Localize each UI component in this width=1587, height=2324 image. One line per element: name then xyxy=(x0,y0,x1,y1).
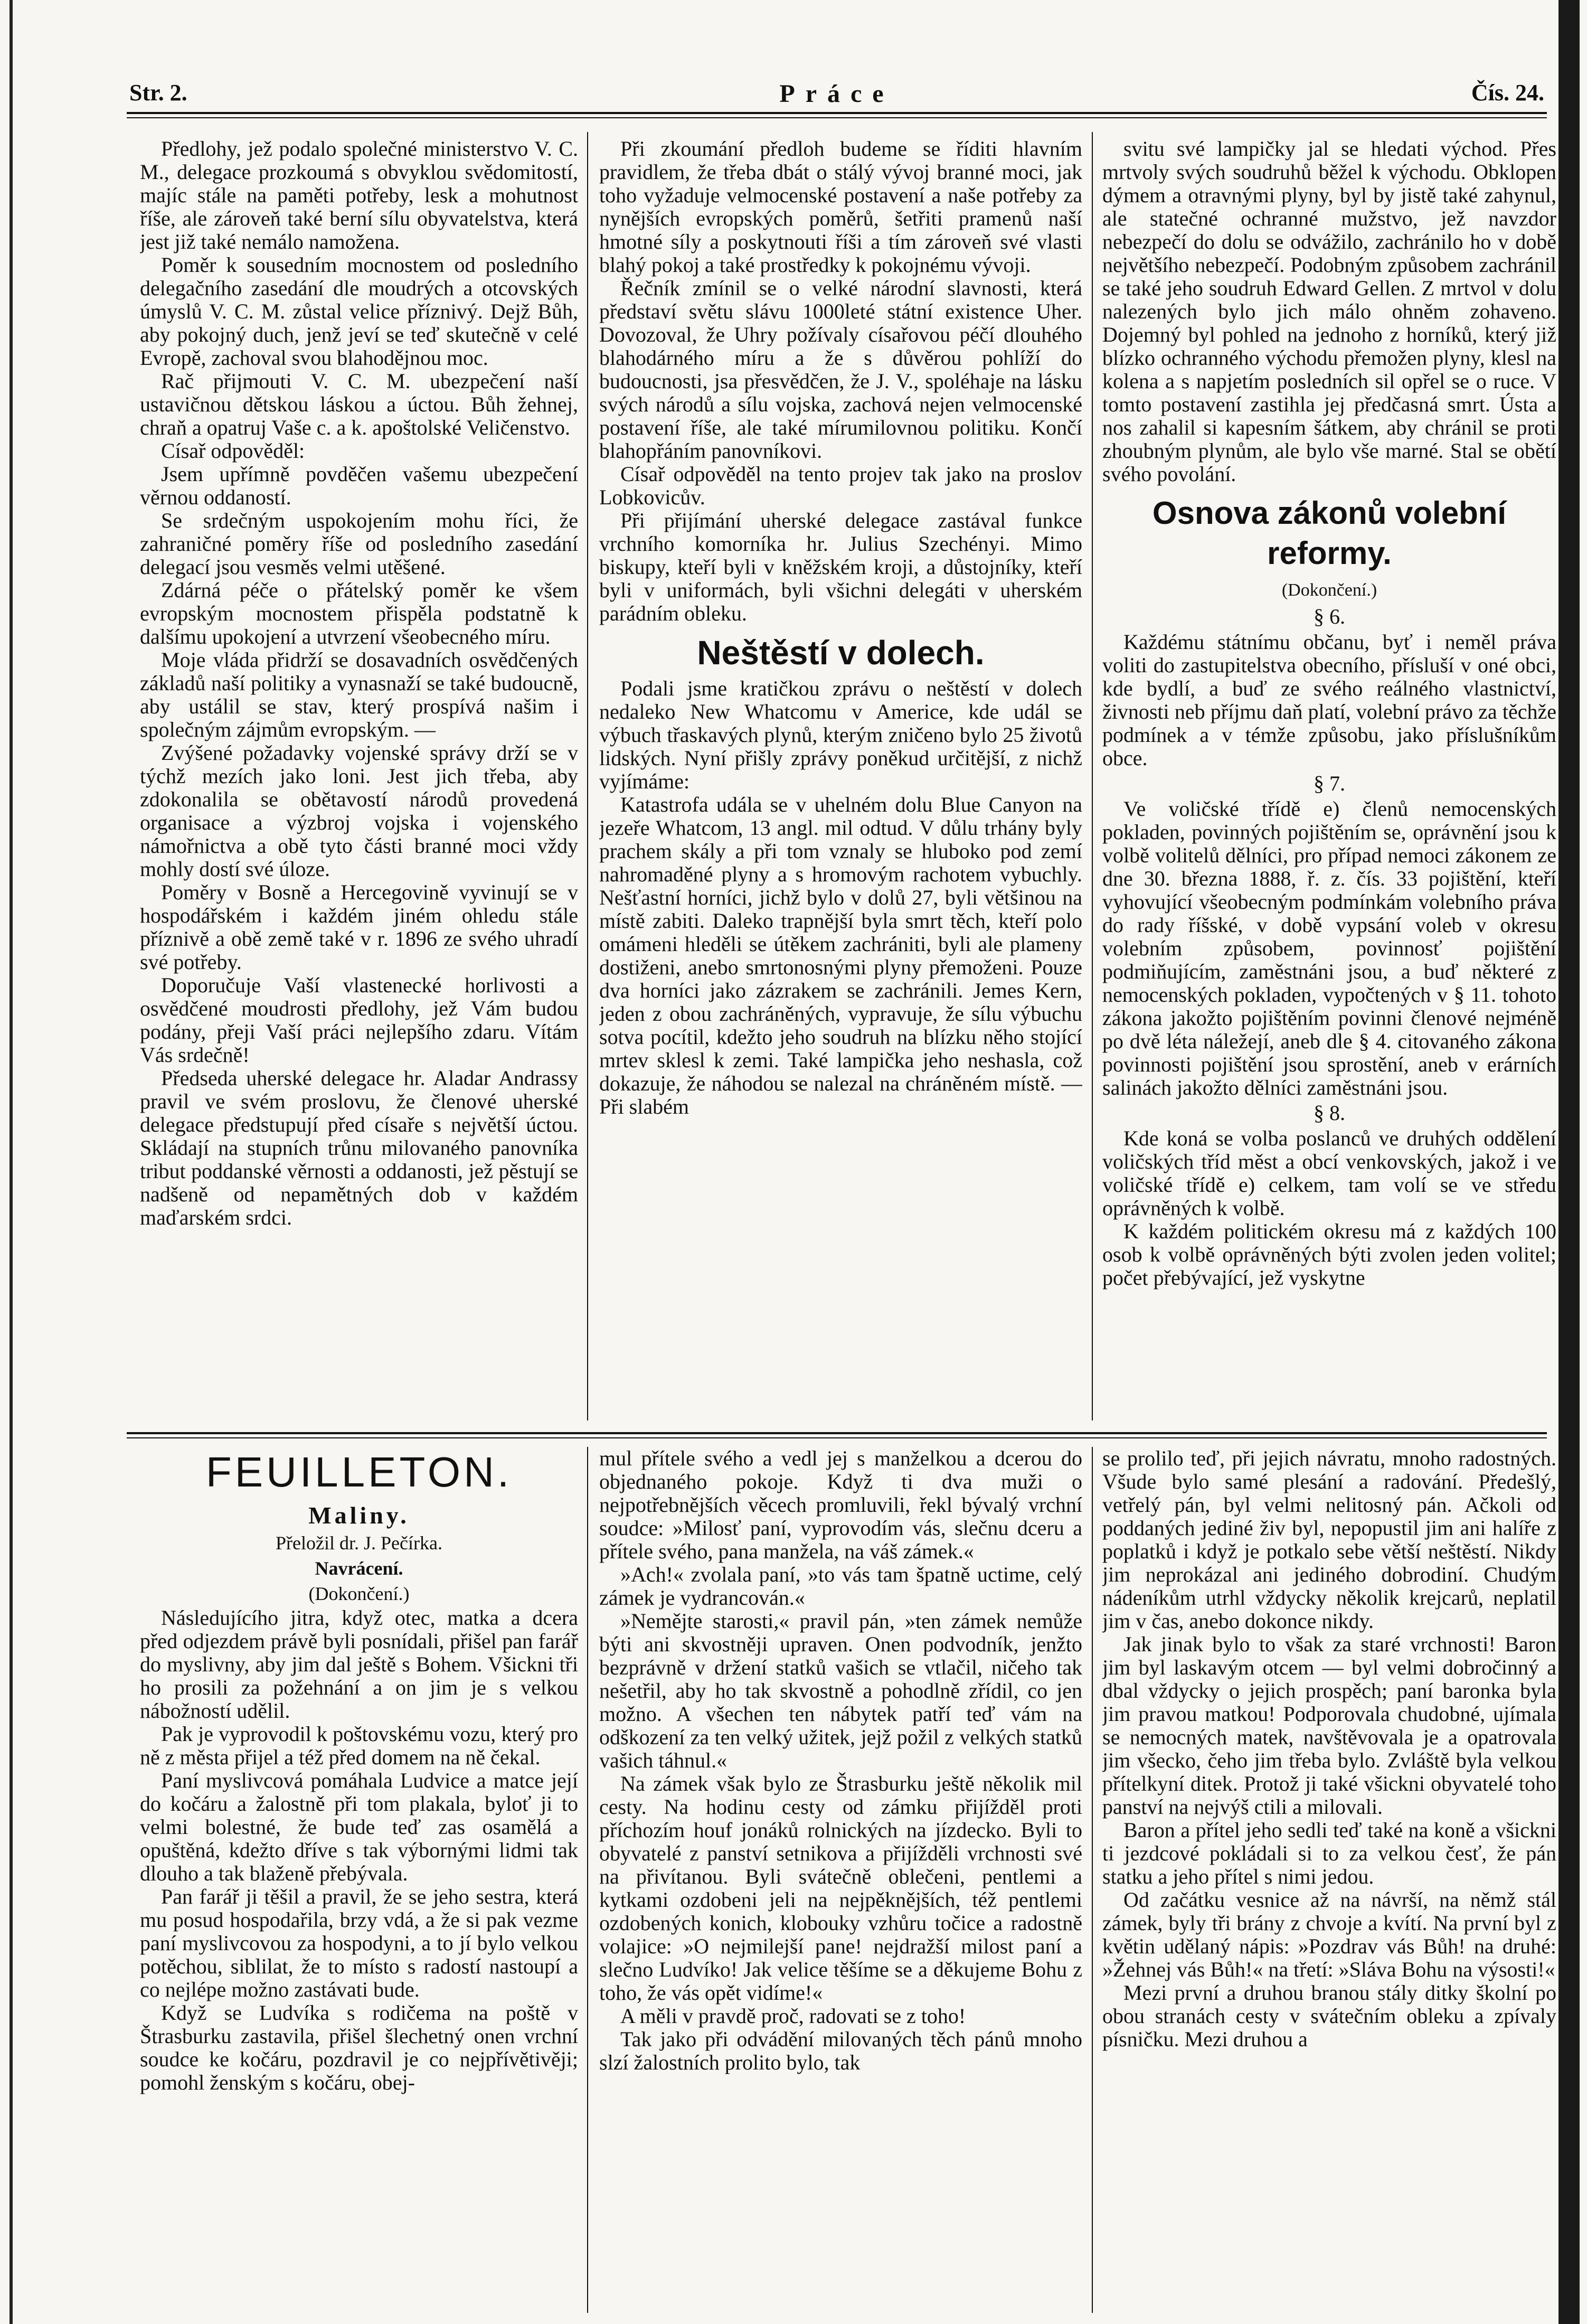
paragraph: Každému státnímu občanu, byť i neměl práva voliti do zastupitelstva obecního, přísluší v oné obci, kde bydlí, a buď ze svého reálného vlastnictví, živnosti neb příjmu daň platí, volební právo za těchže podmínek a v témže způsobu, jako příslušníkům obce. xyxy=(1102,630,1556,770)
paragraph: Císař odpověděl: xyxy=(161,439,305,463)
feuilleton-heading: FEUILLETON. xyxy=(205,1448,513,1495)
paragraph: Císař odpověděl na tento projev tak jako na proslov Lobkovicův. xyxy=(599,462,1082,509)
header-rule-thin xyxy=(127,117,1547,118)
column-divider xyxy=(587,132,588,1420)
header-rule xyxy=(127,112,1547,114)
paragraph: Jsem upřímně povděčen vašemu ubezpečení věrnou oddaností. xyxy=(140,462,578,509)
paragraph: Na zámek však bylo ze Štrasburku ještě několik mil cesty. Na hodinu cesty od zámku přijížděl proti příchozím houf jonáků rolnických na jízdecko. Byli to obyvatelé z panství setnikova a přijížděli vrchnosti své na přivítanou. Byli svátečně oblečeni, pentlemi a kytkami ozdobeni jeli na nejpěknějších, též pentlemi ozdobených konich, klobouky vzhůru točice a radostně volajice: »O nejmilejší pane! nejdražší milost paní a slečno Ludvíko! Jak velice těšíme se a děkujeme Bohu z toho, že vás opět vidíme!« xyxy=(599,1772,1082,2005)
page-header xyxy=(129,79,1544,111)
feuilleton-column-2 xyxy=(599,1447,1082,2313)
paragraph: se prolilo teď, při jejich návratu, mnoho radostných. Všude bylo samé plesání a radování. Předešlý, vetřelý pán, byl velmi nelitosný pán. Ačkoli od poddaných jediné živ byl, nepopustil jim ani halíře z poplatků i když je potkalo sebe větší neštěstí. Nikdy jim neprokázal ani jediného dobrodiní. Chudým nádeníkům utrhl vždycky několik krejcarů, neplatil jim v čas, anebo dokonce nikdy. xyxy=(1102,1447,1556,1633)
column-divider xyxy=(1092,132,1093,1420)
translator-credit: Přeložil dr. J. Pečírka. xyxy=(276,1532,442,1554)
article-column-3 xyxy=(1102,137,1556,1418)
paragraph: »Ach!« zvolala paní, »to vás tam špatně uctime, celý zámek je vydrancován.« xyxy=(599,1563,1082,1610)
paragraph: Zvýšené požadavky vojenské správy drží se v týchž mezích jako loni. Jest jich třeba, aby zdokonalila se obětavostí národů provedená organisace a výzbroj vojska i vojenského námořnictva a obě tyto části branné moci vždy mohly dostí své úloze. xyxy=(140,741,578,881)
paragraph: Poměry v Bosně a Hercegovině vyvinují se v hospodářském i každém jiném ohledu stále příznivě a obě země také v r. 1896 ze svého uhradí své potřeby. xyxy=(140,880,578,974)
newspaper-title: Práce xyxy=(779,80,894,108)
paragraph: Když se Ludvíka s rodičema na poště v Štrasburku zastavila, přišel šlechetný onen vrchní soudce ke kočáru, pozdravil je co nejpřívětivěji; pomohl ženským s kočáru, obej- xyxy=(140,2001,578,2094)
paragraph: Moje vláda přidrží se dosavadních osvědčených základů naší politiky a vynasnaží se také budoucně, aby ustálil se stav, který prospívá našim i společným zájmům evropským. — xyxy=(140,648,578,741)
paragraph: Mezi první a druhou branou stály ditky školní po obou stranách cesty v svátečním obleku a zpívaly písničku. Mezi druhou a xyxy=(1102,1981,1556,2051)
section-title-mine-accident: Neštěstí v dolech. xyxy=(697,634,985,672)
paragraph: Katastrofa udála se v uhelném dolu Blue Canyon na jezeře Whatcom, 13 angl. mil odtud. V důlu trhány byly prachem skály a při tom vznaly se hluboko pod zemí nahromaděné plyny a s hromovým rachotem vybuchly. Nešťastní horníci, jichž bylo v dolů 27, byli většinou na místě zabiti. Daleko trapnější byla smrt těch, kteří polo omámeni hleděli se útěkem zachrániti, byli ale plameny dostiženi, anebo smrtonosnými plyny přemoženi. Pouze dva horníci jako zázrakem se zachránili. Jemes Kern, jeden z obou zachráněných, vypravuje, že sílu výbuchu sotva pocítil, kdežto jeho soudruh na blízku něho stojící mrtev sklesl k zemi. Také lampička jeho neshasla, což dokazuje, že náhodou se nalezal na chráněném místě. — Při slabém xyxy=(599,793,1082,1118)
paragraph: mul přítele svého a vedl jej s manželkou a dcerou do objednaného pokoje. Když ti dva muži o nejpotřebnějších věcech promluvili, řekl bývalý vrchní soudce: »Milosť paní, vyprovodím vás, slečnu dceru a přítele svého, pana manžela, na váš zámek.« xyxy=(599,1447,1082,1563)
paragraph: Od začátku vesnice až na návrší, na němž stál zámek, byly tři brány z chvoje a kvítí. Na první byl z květin udělaný nápis: »Pozdrav vás Bůh! na druhé: »Žehnej vás Bůh!« na třetí: »Sláva Bohu na výsosti!« xyxy=(1102,1888,1556,1981)
feuilleton-column-3 xyxy=(1102,1447,1556,2313)
paragraph: »Nemějte starosti,« pravil pán, »ten zámek nemůže býti ani skvostněji upraven. Onen podvodník, jenžto bezprávně v držení statků vašich se vtlačil, ničeho tak nešetřil, aby ho tak skvostně a pohodlně zřídil, co jen možno. A všechen ten nábytek patří teď vám na odškození za ten velký užitek, jejž požil z velkých statků vašich táhnul.« xyxy=(599,1609,1082,1772)
paragraph: Pan farář ji těšil a pravil, že se jeho sestra, která mu posud hospodařila, brzy vdá, a že si pak vezme paní myslivcovou za hospodyni, a to jí bylo velkou potěchou, siblilat, že to místo s radostí nastoupí a co nejlépe možno zastávati bude. xyxy=(140,1885,578,2001)
paragraph: Tak jako při odvádění milovaných těch pánů mnoho slzí žalostních prolito bylo, tak xyxy=(599,2027,1082,2074)
paragraph: A měli v pravdě proč, radovati se z toho! xyxy=(620,2004,966,2028)
paragraph: Se srdečným uspokojením mohu říci, že zahraničné poměry říše od posledního zasedání delegací jsou vesměs velmi utěšené. xyxy=(140,509,578,579)
chapter-title: Navrácení. xyxy=(315,1558,403,1579)
paragraph: Pak je vyprovodil k poštovskému vozu, který pro ně z města přijel a též před domem na ně čekal. xyxy=(140,1722,578,1769)
scan-border-right xyxy=(1558,0,1580,2324)
page-number: Str. 2. xyxy=(129,80,187,106)
paragraph: Rač přijmouti V. C. M. ubezpečení naší ustavičnou dětskou láskou a úctou. Bůh žehnej, chraň a opatruj Vaše c. a k. apoštolské Veličenstvo. xyxy=(140,369,578,439)
section-title-electoral-reform: Osnova zákonů volební reformy. xyxy=(1152,495,1507,571)
paragraph: Baron a přítel jeho sedli teď také na koně a všickni ti jezdcové pokládali si to za velkou česť, že pán statku a jeho přítel s nimi jedou. xyxy=(1102,1818,1556,1888)
paragraph: Podali jsme kratičkou zprávu o neštěstí v dolech nedaleko New Whatcomu v Americe, kde udál se výbuch třaskavých plynů, kterým zničeno bylo 25 životů lidských. Nyní přišly zprávy poněkud určitější, z nichž vyjímáme: xyxy=(599,676,1082,793)
column-divider xyxy=(1092,1447,1093,2313)
paragraph: Předlohy, jež podalo společné ministerstvo V. C. M., delegace prozkoumá s obvyklou svědomitostí, majíc stále na paměti potřeby, lesk a mohutnost říše, ale zároveň také berní sílu obyvatelstva, která jest již také nemálo namožena. xyxy=(140,137,578,253)
section-paragraph-mark: § 7. xyxy=(1314,771,1345,795)
paragraph: K každém politickém okresu má z každých 100 osob k volbě oprávněných býti zvolen jeden volitel; počet přebývající, jež vyskytne xyxy=(1102,1219,1556,1290)
feuilleton-rule-thin xyxy=(127,1437,1547,1438)
section-paragraph-mark: § 8. xyxy=(1314,1101,1345,1125)
article-column-1 xyxy=(140,137,578,1418)
paragraph: Zdárná péče o přátelský poměr ke všem evropským mocnostem přispěla podstatně k dalšímu upokojení a utvrzení všeobecného míru. xyxy=(140,578,578,648)
scan-border-left xyxy=(10,0,13,2324)
column-divider xyxy=(587,1447,588,2313)
paragraph: Kde koná se volba poslanců ve druhých oddělení voličských tříd měst a obcí venkovských, jakož i ve voličské třídě e) celkem, tam volí se ve středu oprávněných k volbě. xyxy=(1102,1126,1556,1220)
paragraph: Doporučuje Vaší vlastenecké horlivosti a osvědčené moudrosti předlohy, jež Vám budou podány, přeji Vaší práci nejlepšího zdaru. Vítám Vás srdečně! xyxy=(140,973,578,1067)
section-subtitle: (Dokončení.) xyxy=(1281,580,1377,600)
paragraph: Ve voličské třídě e) členů nemocenských pokladen, povinných pojištěním se, oprávnění jsou k volbě volitelů dělníci, pro případ nemoci zákonem ze dne 30. března 1888, ř. z. čís. 33 pojištění, kteří vyhovující všeobecným podmínkám volebního práva do rady říšské, v době vypsání voleb v okresu volebním způsobem, povinnosť pojištění podmiňujícím, zaměstnáni jsou, a buď některé z nemocenských pokladen, vypočtených v § 11. tohoto zákona jakožto pojištěním povinni členové nejméně po dvě léta náležejí, aneb dle § 4. citovaného zákona povinnosti pojištění jsou sprostění, aneb v erárních salinách jakožto dělníci zaměstnáni jsou. xyxy=(1102,797,1556,1099)
feuilleton-rule xyxy=(127,1432,1547,1434)
feuilleton-column-1 xyxy=(140,1447,578,2313)
paragraph: Předseda uherské delegace hr. Aladar Andrassy pravil ve svém proslovu, že členové uherské delegace předstupují před císaře s největší úctou. Skládají na stupních trůnu milovaného panovníka tribut poddanské věrnosti a oddanosti, jež pěstují se nadšeně od nepamětných dob v každém maďarském srdci. xyxy=(140,1066,578,1229)
paragraph: Poměr k sousedním mocnostem od posledního delegačního zasedání dle moudrých a otcovských úmyslů V. C. M. zůstal velice příznivý. Dejž Bůh, aby pokojný duch, jenž jeví se teď skutečně v celé Evropě, zachoval svou blahodějnou moc. xyxy=(140,253,578,370)
story-title: Maliny. xyxy=(308,1502,410,1529)
article-column-2 xyxy=(599,137,1082,1418)
paragraph: svitu své lampičky jal se hledati východ. Přes mrtvoly svých soudruhů běžel k východu. Obklopen dýmem a otravnými plyny, byl by jistě také zahynul, ale statečné ochranné mužstvo, jež navzdor nebezpečí do dolu se odvážilo, zachránilo ho v době největšího nebezpečí. Podobným způsobem zachránil se také jeho soudruh Edward Gellen. Z mrtvol v dolu nalezených bylo jich málo ohněm zohaveno. Dojemný byl pohled na jednoho z horníků, který již blízko ochranného východu přemožen plyny, klesl na kolena a s napjetím posledních sil opřel se o ruce. V tomto postavení zastihla jej předčasná smrt. Ústa a nos zahalil si kapesním šátkem, aby chránil se proti zhoubným plynům, ale bylo vše marné. Stal se obětí svého povolání. xyxy=(1102,137,1556,486)
paragraph: Řečník zmínil se o velké národní slavnosti, která představí světu slávu 1000leté státní existence Uher. Dovozoval, že Uhry požívaly císařovou péčí dlouhého blahodárného míru a že s důvěrou pohlíží do budoucnosti, jsa přesvědčen, že J. V., spoléhaje na lásku svých národů a sílu vojska, zachová nejen velmocenské postavení říše, ale také mírumilovnou politiku. Končí blahopřáním panovníkovi. xyxy=(599,276,1082,463)
paragraph: Při zkoumání předloh budeme se říditi hlavním pravidlem, že třeba dbát o stálý vývoj branné moci, jak toho vyžaduje velmocenské postavení a naše potřeby za nynějších evropských poměrů, šetřiti pramenů naší hmotné síly a poskytnouti říši a tím zároveň své vlasti blahý pokoj a také prostředky k pokojnému vývoji. xyxy=(599,137,1082,277)
paragraph: Jak jinak bylo to však za staré vrchnosti! Baron jim byl laskavým otcem — byl velmi dobročinný a dbal vždycky o jejich prospěch; paní baronka byla jim pravou matkou! Podporovala chudobné, ujímala se nemocných matek, navštěvovala je a opatrovala jim všecko, čeho jim třeba bylo. Zvláště byla velkou přítelkyní ditek. Protož ji také všickni obyvatelé toho panství na nejvýš ctili a milovali. xyxy=(1102,1632,1556,1819)
section-paragraph-mark: § 6. xyxy=(1314,605,1345,628)
paragraph: Paní myslivcová pomáhala Ludvice a matce její do kočáru a žalostně při tom plakala, byloť ji to velmi bolestné, že bude teď zas osamělá a opuštěná, kdežto dříve s tak výbornými lidmi tak dlouho a tak blaženě přebývala. xyxy=(140,1768,578,1885)
continuation-note: (Dokončení.) xyxy=(308,1583,410,1604)
paragraph: Při přijímání uherské delegace zastával funkce vrchního komorníka hr. Julius Szechényi. Mimo biskupy, kteří byli v kněžském kroji, a důstojníky, kteří byli v uniformách, byli všichni delegáti v uherském parádním obleku. xyxy=(599,509,1082,625)
issue-number: Čís. 24. xyxy=(1471,80,1544,106)
paragraph: Následujícího jitra, když otec, matka a dcera před odjezdem právě byli posnídali, přišel pan farář do myslivny, aby jim dal ještě s Bohem. Všickni tři ho prosili za požehnání a on jim je s velkou nábožností udělil. xyxy=(140,1606,578,1723)
